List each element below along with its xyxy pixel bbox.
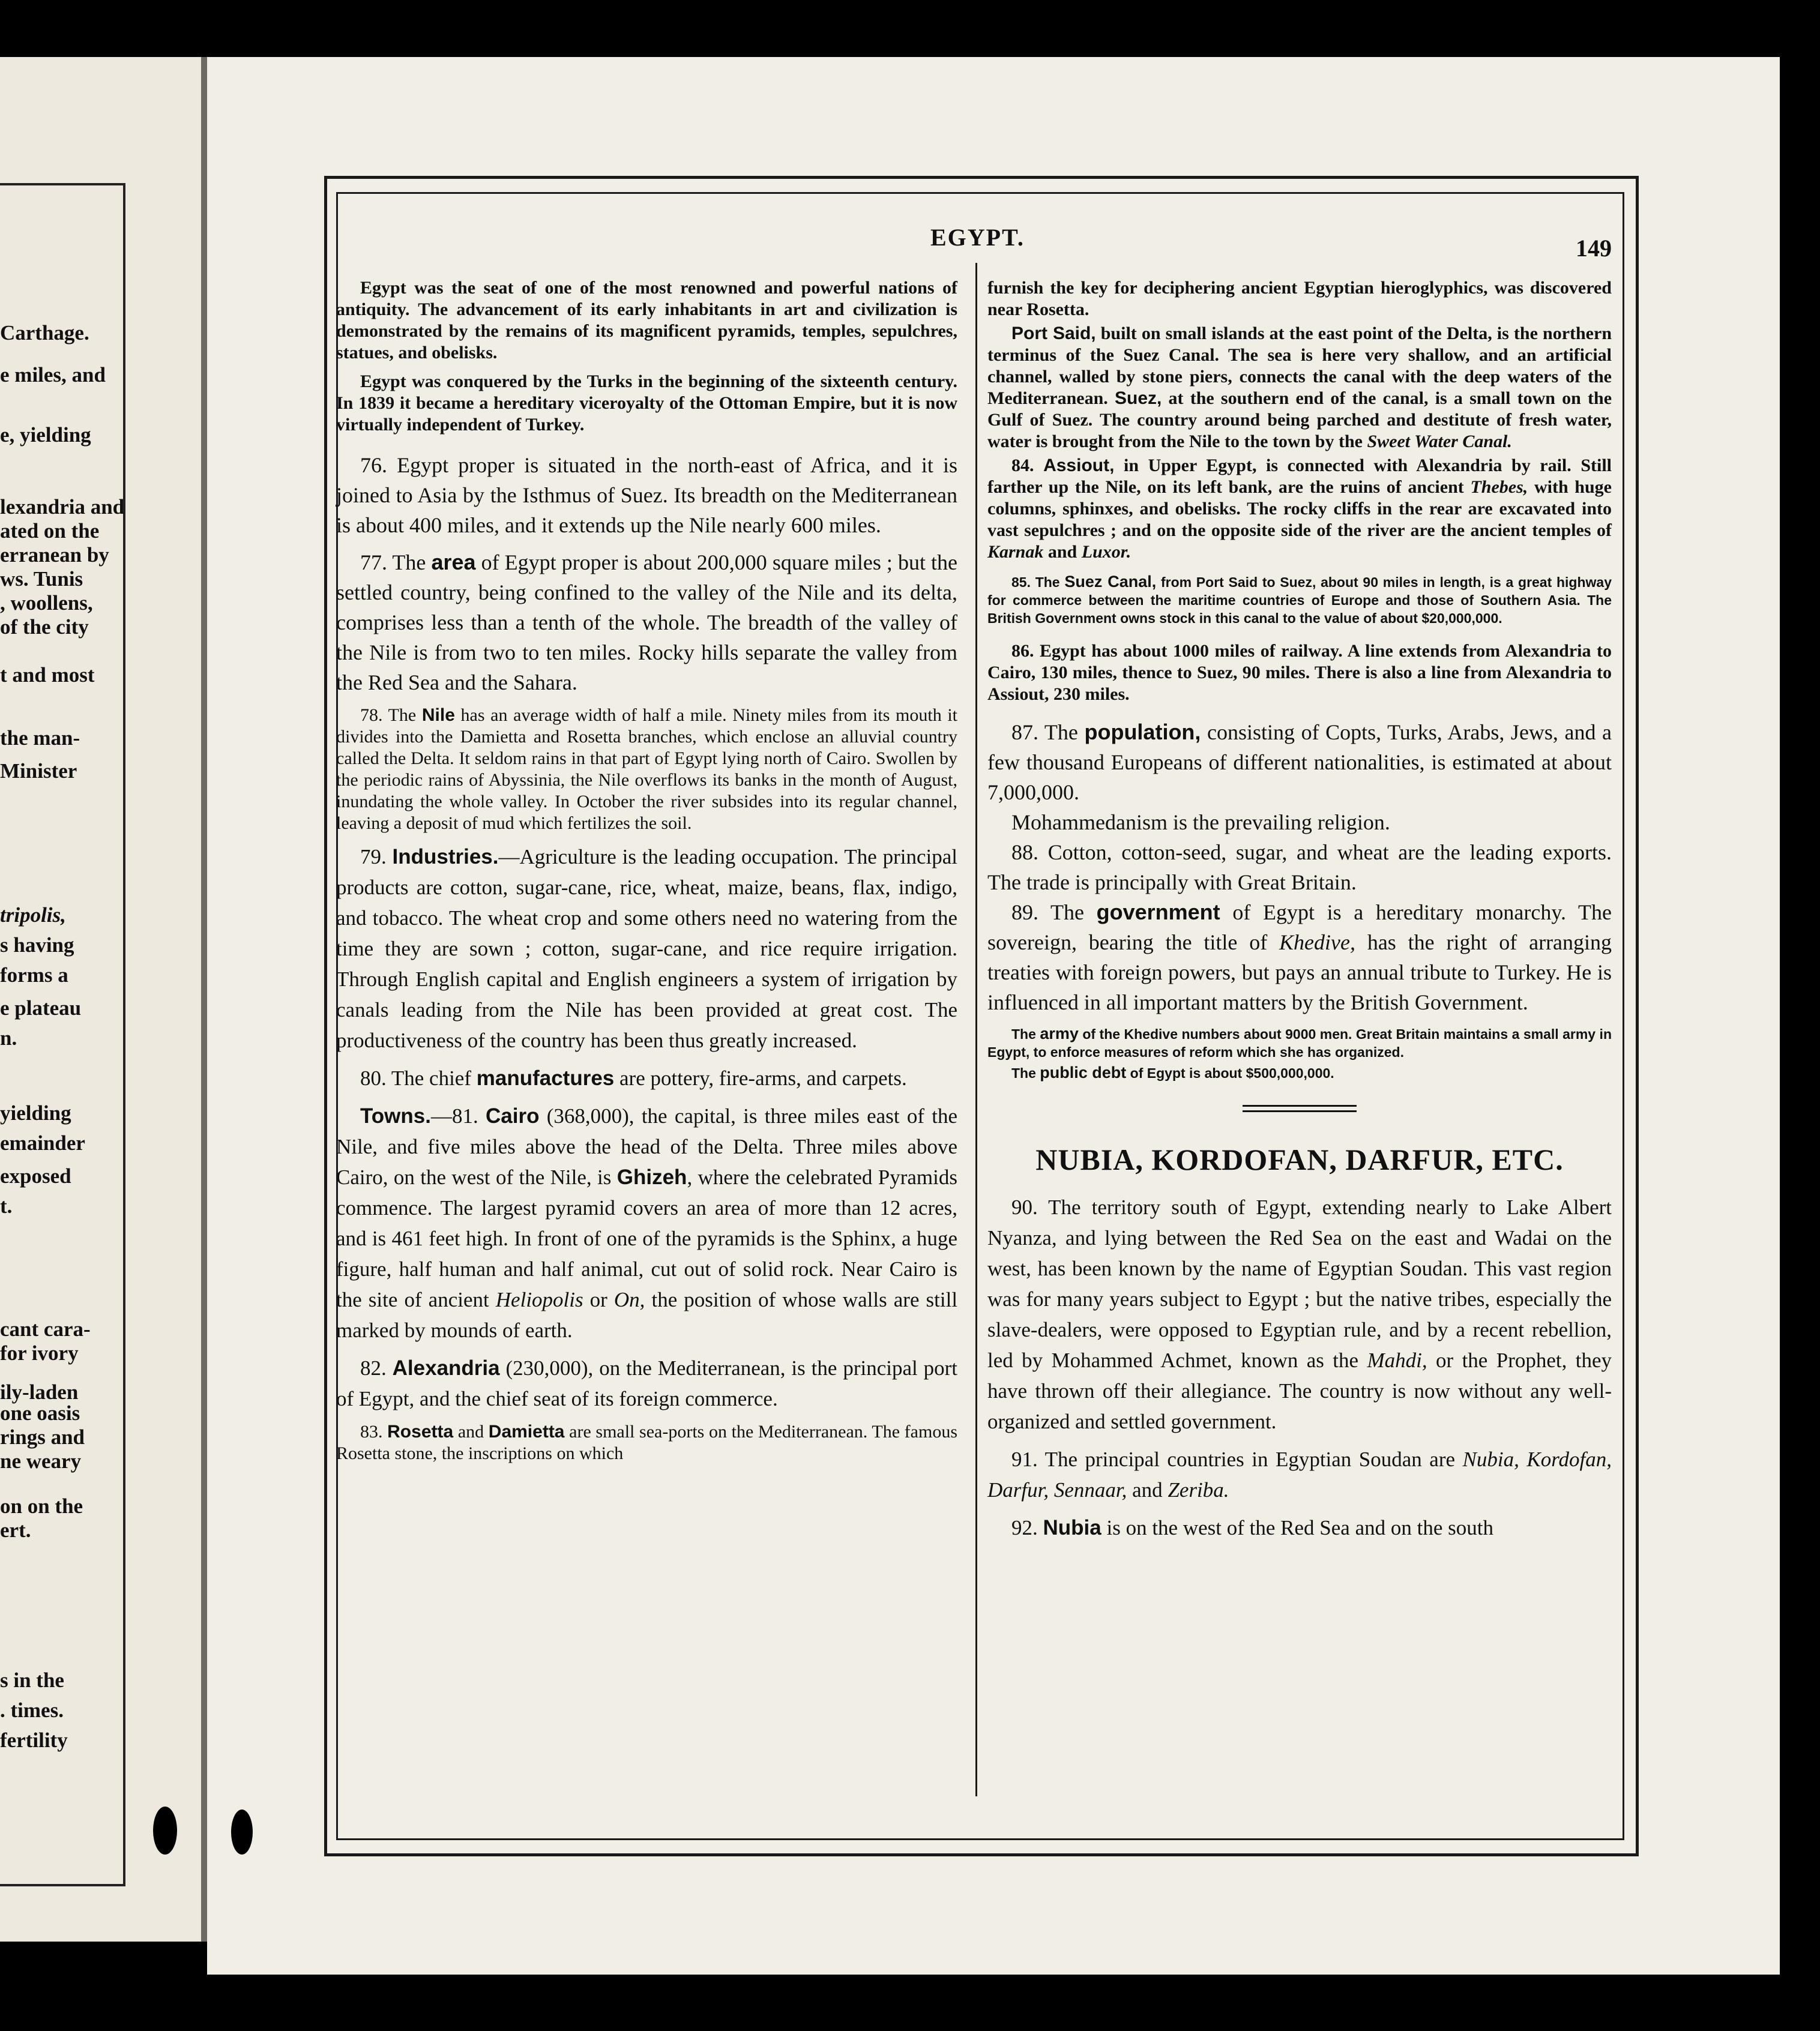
facing-page-line: Minister [0,759,77,783]
facing-page-line: ily-laden [0,1380,79,1404]
running-head: EGYPT. [930,224,1025,251]
paragraph-85: 85. The Suez Canal, from Port Said to Suez, about 90 miles in length, is a great highway for commerce between the maritime countries of Europe and those of Southern Asia. The British Government owns stock in this canal to the value of about $20,000,000. [987,573,1612,626]
facing-page-line: Carthage. [0,321,89,345]
facing-page-line: s having [0,933,74,957]
section-heading: NUBIA, KORDOFAN, DARFUR, ETC. [1035,1143,1564,1176]
facing-page-line: cant cara- [0,1317,91,1341]
right-column [987,277,1612,1550]
paragraph-91: 91. The principal countries in Egyptian Soudan are Nubia, Kordofan, Darfur, Sennaar, and Zeriba. [987,1448,1612,1502]
paragraph-81: Towns.—81. Cairo (368,000), the capital, is three miles east of the Nile, and five miles above the head of the Delta. Three miles above Cairo, on the west of the Nile, is Ghizeh, where the celebrated Pyramids commence. The largest pyramid covers an area of more than 12 acres, and is 461 feet high. In front of one of the pyramids is the Sphinx, a huge figure, half human and half animal, cut out of solid rock. Near Cairo is the site of ancient Heliopolis or On, the position of whose walls are still marked by mounds of earth. [336,1104,958,1342]
ink-blot [153,1807,177,1855]
paragraph-87-religion: Mohammedanism is the prevailing religion. [1011,810,1390,834]
section-divider [1243,1105,1357,1112]
paragraph-86: 86. Egypt has about 1000 miles of railway. A line extends from Alexandria to Cairo, 130 miles, thence to Suez, 90 miles. There is also a line from Alexandria to Assiout, 230 miles. [987,641,1612,704]
intro-paragraph-1: Egypt was the seat of one of the most renowned and powerful nations of antiquity. The advancement of its early inhabitants in art and civilization is demonstrated by the remains of its magnificent pyramids, temples, sepulchres, statues, and obelisks. [336,278,957,363]
paragraph-89: 89. The government of Egypt is a hereditary monarchy. The sovereign, bearing the title of Khedive, has the right of arranging treaties with foreign powers, but pays an annual tribute to Turkey. He is influenced in all important matters by the British Government. [987,900,1612,1014]
facing-page-line: e miles, and [0,363,106,387]
facing-page-line: t. [0,1194,13,1218]
facing-page-line: e, yielding [0,423,91,447]
book-gutter [201,57,207,1942]
facing-page-line: for ivory [0,1341,79,1365]
facing-page-line: ated on the [0,519,100,543]
facing-page-line: one oasis [0,1401,80,1425]
paragraph-84: 84. Assiout, in Upper Egypt, is connected with Alexandria by rail. Still farther up the Nile, on its left bank, are the ruins of ancient Thebes, with huge columns, sphinxes, and obelisks. The rocky cliffs in the rear are excavated into vast sepulchres ; and on the opposite side of the river are the ancient temples of Karnak and Luxor. [987,456,1612,562]
facing-page-line: n. [0,1026,17,1050]
facing-page-line: erranean by [0,543,109,567]
facing-page-line: ws. Tunis [0,567,83,591]
paragraph-92: 92. Nubia is on the west of the Red Sea and on the south [1011,1516,1493,1539]
paragraph-port-said: Port Said, built on small islands at the east point of the Delta, is the northern terminus of the Suez Canal. The sea is here very shallow, and an artificial channel, walled by stone piers, connects the canal with the deep waters of the Mediterranean. Suez, at the southern end of the canal, is a small town on the Gulf of Suez. The country around being parched and destitute of fresh water, water is brought from the Nile to the town by the Sweet Water Canal. [987,323,1612,451]
debt-note: The public debt of Egypt is about $500,000,000. [1011,1064,1334,1082]
intro-paragraph-2: Egypt was conquered by the Turks in the beginning of the sixteenth century. In 1839 it became a hereditary viceroyalty of the Ottoman Empire, but it is now virtually independent of Turkey. [336,372,957,435]
paragraph-78: 78. The Nile has an average width of half a mile. Ninety miles from its mouth it divides into the Damietta and Rosetta branches, which enclose an alluvial country called the Delta. It seldom rains in that part of Egypt lying north of Cairo. Swollen by the periodic rains of Abyssinia, the Nile overflows its banks in the month of August, inundating the whole valley. In October the river subsides into its regular channel, leaving a deposit of mud which fertilizes the soil. [336,705,958,833]
facing-page-line: ert. [0,1518,31,1542]
facing-page-line: yielding [0,1101,71,1125]
facing-page-line: , woollens, [0,591,93,615]
army-note: The army of the Khedive numbers about 9000 men. Great Britain maintains a small army in Egypt, to enforce measures of reform which she has organized. [987,1025,1612,1060]
paragraph-88: 88. Cotton, cotton-seed, sugar, and wheat are the leading exports. The trade is principally with Great Britain. [987,840,1612,894]
facing-page-line: fertility [0,1729,68,1752]
facing-page-line: emainder [0,1131,85,1155]
paragraph-80: 80. The chief manufactures are pottery, fire-arms, and carpets. [360,1067,907,1090]
paragraph-82: 82. Alexandria (230,000), on the Mediterranean, is the principal port of Egypt, and the chief seat of its foreign commerce. [336,1356,957,1410]
ink-blot [231,1810,253,1855]
paragraph-87: 87. The population, consisting of Copts, Turks, Arabs, Jews, and a few thousand Europeans of different nationalities, is estimated at about 7,000,000. [987,720,1612,804]
paragraph-90: 90. The territory south of Egypt, extending nearly to Lake Albert Nyanza, and lying between the Red Sea on the east and Wadai on the west, has been known by the name of Egyptian Soudan. This vast region was for many years subject to Egypt ; but the native tribes, especially the slave-dealers, were opposed to Egyptian rule, and by a recent rebellion, led by Mohammed Achmet, known as the Mahdi, or the Prophet, they have thrown off their allegiance. The country is now without any well-organized and settled government. [987,1196,1612,1433]
facing-page-line: ne weary [0,1449,82,1473]
facing-page-line: t and most [0,663,95,687]
left-column [336,277,957,1472]
facing-page-line: rings and [0,1425,85,1449]
page-number: 149 [1576,235,1612,262]
facing-page-line: e plateau [0,996,82,1020]
paragraph-77: 77. The area of Egypt proper is about 200,000 square miles ; but the settled country, being confined to the valley of the Nile and its delta, comprises less than a tenth of the whole. The breadth of the valley of the Nile is from two to ten miles. Rocky hills separate the valley from the Red Sea and the Sahara. [336,550,957,694]
paragraph-83: 83. Rosetta and Damietta are small sea-ports on the Mediterranean. The famous Rosetta stone, the inscriptions on which [336,1422,957,1463]
facing-page-line: . times. [0,1699,64,1722]
paragraph-83-continued: furnish the key for deciphering ancient Egyptian hieroglyphics, was discovered near Rosetta. [987,278,1612,319]
column-rule [975,263,977,1796]
facing-page-line: s in the [0,1668,64,1692]
paragraph-79: 79. Industries.—Agriculture is the leading occupation. The principal products are cotton, sugar-cane, rice, wheat, maize, beans, flax, indigo, and tobacco. The wheat crop and some others need no watering from the time they are sown ; cotton, sugar-cane, and rice require irrigation. Through English capital and English engineers a system of irrigation by canals leading from the Nile has been provided at great cost. The productiveness of the country has been thus greatly increased. [336,845,957,1052]
facing-page-line: tripolis, [0,903,66,927]
facing-page-line: of the city [0,615,89,639]
paragraph-76: 76. Egypt proper is situated in the north-east of Africa, and it is joined to Asia by the Isthmus of Suez. Its breadth on the Mediterranean is about 400 miles, and it extends up the Nile nearly 600 miles. [336,453,957,537]
facing-page-line: forms a [0,963,68,987]
facing-page-line: lexandria and [0,495,125,519]
facing-page-line: on on the [0,1494,83,1518]
facing-page-line: the man- [0,726,80,750]
facing-page-line: exposed [0,1164,71,1188]
